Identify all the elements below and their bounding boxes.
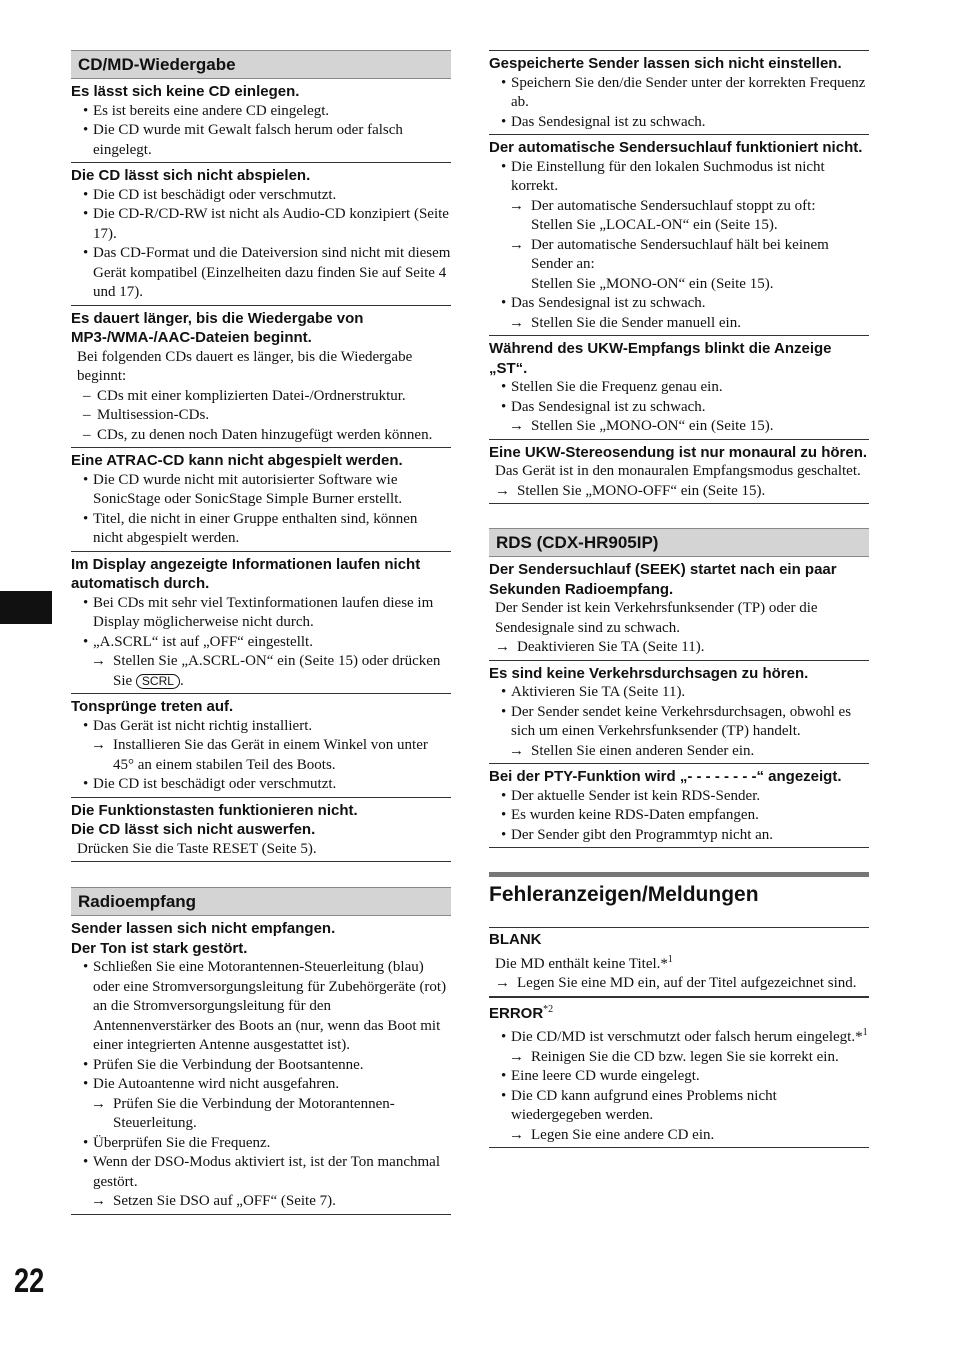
- list-item-text: Die CD/MD ist verschmutzt oder falsch herum eingelegt.*: [511, 1029, 863, 1045]
- list-item: • Prüfen Sie die Verbindung der Bootsantenne.: [77, 1056, 451, 1076]
- arrow-item: → Legen Sie eine MD ein, auf der Titel aufgezeichnet sind.: [489, 974, 869, 994]
- list-item: – Multisession-CDs.: [77, 406, 451, 426]
- arrow-item: → Prüfen Sie die Verbindung der Motorantennen-Steuerleitung.: [71, 1095, 451, 1134]
- list-item: • Die Autoantenne wird nicht ausgefahren.: [77, 1075, 451, 1095]
- arrow-item: → Legen Sie eine andere CD ein.: [489, 1126, 869, 1146]
- list-item: • Die CD ist beschädigt oder verschmutzt.: [77, 186, 451, 206]
- radio-problem-5: [489, 440, 869, 505]
- rds-problem-3: [489, 764, 869, 848]
- problem-heading: Bei der PTY-Funktion wird „- - - - - - - -“ angezeigt.: [489, 768, 842, 785]
- list-item: • Das CD-Format und die Dateiversion sind nicht mit diesem Gerät kompatibel (Einzelheiten dazu finden Sie auf Seite 4 und 17).: [77, 244, 451, 303]
- arrow-item: → Stellen Sie „A.SCRL-ON“ ein (Seite 15) oder drücken Sie SCRL .: [71, 652, 451, 691]
- error-label: ERROR: [489, 1004, 544, 1022]
- scrl-button-icon: SCRL: [136, 674, 180, 689]
- page-number: 22: [14, 1262, 45, 1300]
- error-label-row: [489, 1000, 869, 1024]
- list-item: • Die CD-R/CD-RW ist nicht als Audio-CD konzipiert (Seite 17).: [77, 205, 451, 244]
- list-item: • Die CD wurde nicht mit autorisierter Software wie SonicStage oder SonicStage Simple Burner erstellt.: [77, 471, 451, 510]
- problem-heading: Tonsprünge treten auf.: [71, 698, 234, 715]
- cd-problem-7: [71, 798, 451, 863]
- error-cause-text: Die MD enthält keine Titel.*: [495, 955, 668, 972]
- list-item: • Wenn der DSO-Modus aktiviert ist, ist der Ton manchmal gestört.: [77, 1153, 451, 1192]
- problem-heading: Die CD lässt sich nicht auswerfen.: [71, 821, 316, 838]
- list-item: • Das Sendesignal ist zu schwach.: [495, 398, 869, 418]
- solution-text: Drücken Sie die Taste RESET (Seite 5).: [77, 840, 317, 857]
- section-title-radio: Radioempfang: [71, 887, 451, 916]
- list-item: • Die CD kann aufgrund eines Problems nicht wiedergegeben werden.: [495, 1087, 869, 1126]
- solution-text: Stellen Sie „LOCAL-ON“ ein (Seite 15).: [531, 217, 778, 233]
- list-item: • Die CD wurde mit Gewalt falsch herum oder falsch eingelegt.: [77, 121, 451, 160]
- problem-heading: Sender lassen sich nicht empfangen.: [71, 920, 336, 937]
- problem-heading: Es dauert länger, bis die Wiedergabe von MP3-/WMA-/AAC-Dateien beginnt.: [71, 309, 364, 346]
- cd-problem-3: [71, 306, 451, 449]
- arrow-item: → Der automatische Sendersuchlauf hält bei keinem Sender an:: [489, 236, 869, 275]
- list-item: • Der Sender gibt den Programmtyp nicht an.: [495, 826, 869, 846]
- list-item: – CDs, zu denen noch Daten hinzugefügt werden können.: [77, 426, 451, 446]
- problem-heading: Eine UKW-Stereosendung ist nur monaural zu hören.: [489, 443, 868, 461]
- list-item: [495, 1023, 869, 1048]
- problem-heading: Es lässt sich keine CD einlegen.: [71, 83, 300, 100]
- arrow-item: → Der automatische Sendersuchlauf stoppt zu oft:: [489, 197, 869, 217]
- problem-heading: Der Sendersuchlauf (SEEK) startet nach ein paar Sekunden Radioempfang.: [489, 561, 837, 598]
- rds-problem-2: [489, 661, 869, 765]
- list-item: • Es wurden keine RDS-Daten empfangen.: [495, 806, 869, 826]
- problem-heading: Es sind keine Verkehrsdurchsagen zu hören.: [489, 664, 809, 682]
- problem-heading: Die CD lässt sich nicht abspielen.: [71, 167, 311, 184]
- arrow-item: → Setzen Sie DSO auf „OFF“ (Seite 7).: [71, 1192, 451, 1212]
- list-item: – CDs mit einer komplizierten Datei-/Ordnerstruktur.: [77, 387, 451, 407]
- radio-problem-2: [489, 50, 869, 135]
- arrow-item: → Stellen Sie „MONO-OFF“ ein (Seite 15).: [489, 482, 869, 502]
- list-item: • Überprüfen Sie die Frequenz.: [77, 1134, 451, 1154]
- intro-text: Das Gerät ist in den monauralen Empfangsmodus geschaltet.: [495, 463, 861, 479]
- section-title-cd: CD/MD-Wiedergabe: [71, 50, 451, 79]
- radio-problem-4: [489, 336, 869, 440]
- rds-problem-1: [489, 557, 869, 661]
- left-column: [71, 50, 451, 1215]
- footnote-ref: 1: [862, 1027, 868, 1038]
- radio-problem-1: [71, 916, 451, 1215]
- list-item: • Eine leere CD wurde eingelegt.: [495, 1067, 869, 1087]
- chapter-tab-marker: [0, 591, 52, 624]
- list-item: • Der aktuelle Sender ist kein RDS-Sender.: [495, 787, 869, 807]
- problem-heading: Während des UKW-Empfangs blinkt die Anzeige „ST“.: [489, 340, 832, 377]
- list-item: • Aktivieren Sie TA (Seite 11).: [495, 683, 869, 703]
- list-item: • Es ist bereits eine andere CD eingelegt.: [77, 102, 451, 122]
- arrow-item: → Reinigen Sie die CD bzw. legen Sie sie korrekt ein.: [489, 1048, 869, 1068]
- section-title-errors: Fehleranzeigen/Meldungen: [489, 872, 869, 913]
- solution-text: Stellen Sie „MONO-ON“ ein (Seite 15).: [531, 275, 774, 292]
- error-cause: [489, 950, 869, 975]
- list-item: • Bei CDs mit sehr viel Textinformationen laufen diese im Display möglicherweise nicht durch.: [77, 594, 451, 633]
- error-blank: [489, 927, 869, 997]
- list-item: • Das Sendesignal ist zu schwach.: [495, 294, 869, 314]
- arrow-item: → Deaktivieren Sie TA (Seite 11).: [489, 638, 869, 658]
- cd-problem-5: [71, 552, 451, 695]
- list-item: • Stellen Sie die Frequenz genau ein.: [495, 378, 869, 398]
- problem-heading: Der automatische Sendersuchlauf funktioniert nicht.: [489, 139, 863, 156]
- arrow-item: → Stellen Sie die Sender manuell ein.: [489, 314, 869, 334]
- error-label: BLANK: [489, 931, 542, 948]
- arrow-item: → Stellen Sie einen anderen Sender ein.: [489, 742, 869, 762]
- radio-problem-3: [489, 135, 869, 336]
- problem-heading: Im Display angezeigte Informationen laufen nicht automatisch durch.: [71, 555, 421, 592]
- arrow-item: → Stellen Sie „MONO-ON“ ein (Seite 15).: [489, 417, 869, 437]
- problem-heading: Gespeicherte Sender lassen sich nicht einstellen.: [489, 55, 842, 72]
- problem-heading: Die Funktionstasten funktionieren nicht.: [71, 801, 358, 819]
- arrow-text: Stellen Sie „A.SCRL-ON“ ein (Seite 15) oder drücken Sie: [113, 653, 441, 689]
- problem-heading: Der Ton ist stark gestört.: [71, 939, 248, 957]
- list-item: • Speichern Sie den/die Sender unter der korrekten Frequenz ab.: [495, 74, 869, 113]
- list-item: • Der Sender sendet keine Verkehrsdurchsagen, obwohl es sich um einen Verkehrsfunksender (TP) handelt.: [495, 703, 869, 742]
- cd-problem-4: [71, 448, 451, 552]
- intro-text: Der Sender ist kein Verkehrsfunksender (TP) oder die Sendesignale sind zu schwach.: [495, 600, 818, 636]
- list-item: • Das Gerät ist nicht richtig installiert.: [77, 717, 451, 737]
- footnote-ref: *2: [543, 1003, 554, 1015]
- right-column: [489, 50, 869, 1148]
- problem-heading: Eine ATRAC-CD kann nicht abgespielt werden.: [71, 452, 403, 469]
- list-item: • Die CD ist beschädigt oder verschmutzt.: [77, 775, 451, 795]
- list-item: • Schließen Sie eine Motorantennen-Steuerleitung (blau) oder eine Stromversorgungsleitung für Zubehörgeräte (rot) an die Stromversorgungsleitung für den Antennenverstärker des Boots an (nur, wenn das Boot mit einer integrierten Antenne ausgestattet ist).: [77, 958, 451, 1056]
- arrow-item: → Installieren Sie das Gerät in einem Winkel von unter 45° an einem stabilen Teil des Boots.: [71, 736, 451, 775]
- section-title-rds: RDS (CDX-HR905IP): [489, 528, 869, 557]
- list-item: • Titel, die nicht in einer Gruppe enthalten sind, können nicht abgespielt werden.: [77, 510, 451, 549]
- cd-problem-1: [71, 79, 451, 163]
- cd-problem-6: [71, 694, 451, 798]
- cd-problem-2: [71, 163, 451, 306]
- list-item: • Die Einstellung für den lokalen Suchmodus ist nicht korrekt.: [495, 158, 869, 197]
- footnote-ref: 1: [667, 953, 673, 965]
- list-item: • Das Sendesignal ist zu schwach.: [495, 113, 869, 133]
- list-item: • „A.SCRL“ ist auf „OFF“ eingestellt.: [77, 633, 451, 653]
- intro-text: Bei folgenden CDs dauert es länger, bis die Wiedergabe beginnt:: [77, 348, 413, 384]
- error-error: [489, 997, 869, 1149]
